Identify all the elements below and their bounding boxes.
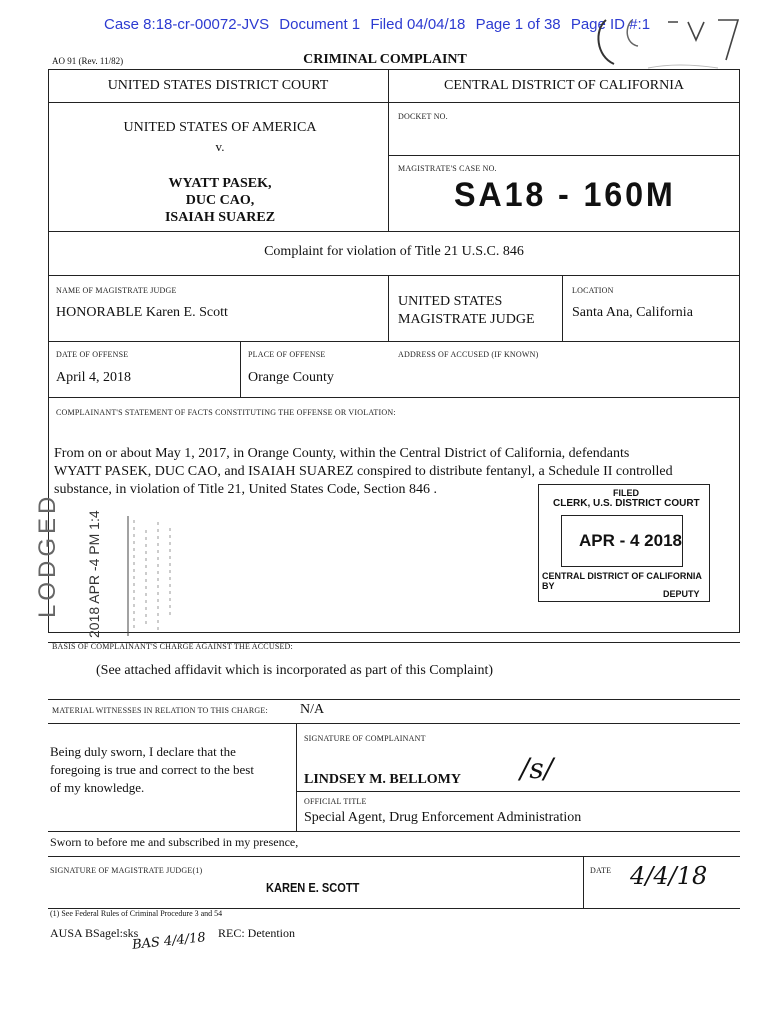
ausa-initials: BAS 4/4/18 [131,930,207,953]
divider [48,102,740,103]
signature-date: 4/4/18 [630,862,708,890]
location-label: LOCATION [572,286,614,295]
defendant-name: DUC CAO, [185,193,255,208]
offense-place: Orange County [248,370,334,385]
judge-title-line: UNITED STATES [398,294,503,309]
violation-text: Complaint for violation of Title 21 U.S.C. 846 [264,244,524,259]
divider [48,397,740,398]
lodged-stamp [34,492,184,650]
offense-date: April 4, 2018 [56,370,132,385]
case-number: Case 8:18-cr-00072-JVS [104,16,270,33]
basis-label: BASIS OF COMPLAINANT'S CHARGE AGAINST THE ACCUSED: [52,642,293,651]
stamp-date: APR - 4 2018 [579,531,682,550]
divider [562,275,563,341]
divider [388,275,389,341]
page-id: Page ID #:1 [570,16,651,33]
oath-line: Being duly sworn, I declare that the [50,744,236,759]
magistrate-case-label: MAGISTRATE'S CASE NO. [398,164,497,173]
lodged-stamp-marks [124,510,184,640]
lodged-time: 2018 APR -4 PM 1:4 [86,510,102,638]
filed-stamp [538,484,710,602]
judge-signature-label: SIGNATURE OF MAGISTRATE JUDGE(1) [50,866,203,875]
statement-label: COMPLAINANT'S STATEMENT OF FACTS CONSTITUTING THE OFFENSE OR VIOLATION: [56,408,396,417]
document-title: CRIMINAL COMPLAINT [303,52,467,67]
location: Santa Ana, California [572,305,693,320]
offense-place-label: PLACE OF OFFENSE [248,350,326,359]
court-district: CENTRAL DISTRICT OF CALIFORNIA [444,78,684,93]
stamp-deputy: DEPUTY [663,589,700,599]
divider [583,856,584,908]
official-title-label: OFFICIAL TITLE [304,797,367,806]
judge-title [398,293,535,329]
oath-line: foregoing is true and correct to the best [50,762,254,777]
date-label: DATE [590,866,612,875]
complainant-sig-label: SIGNATURE OF COMPLAINANT [304,734,426,743]
judge-title-line: MAGISTRATE JUDGE [398,312,535,327]
oath-text [50,743,254,797]
divider [48,275,740,276]
defendant-name: ISAIAH SUAREZ [164,210,276,225]
accused-address-label: ADDRESS OF ACCUSED (IF KNOWN) [398,350,539,359]
footnote: (1) See Federal Rules of Criminal Procedure 3 and 54 [50,909,223,918]
plaintiff: UNITED STATES OF AMERICA [123,120,317,135]
basis-text: (See attached affidavit which is incorporated as part of this Complaint) [96,663,494,678]
divider [48,723,740,724]
judge-name: HONORABLE Karen E. Scott [56,305,228,320]
magistrate-case-number: SA18 - 160M [454,176,676,214]
form-code: AO 91 (Rev. 11/82) [52,56,124,66]
judge-label: NAME OF MAGISTRATE JUDGE [56,286,177,295]
offense-date-label: DATE OF OFFENSE [56,350,129,359]
divider [388,155,740,156]
lodged-word: LODGED [34,492,61,618]
statement-line: substance, in violation of Title 21, United States Code, Section 846 . [54,482,438,497]
witnesses-label: MATERIAL WITNESSES IN RELATION TO THIS CHARGE: [52,706,268,715]
stamp-by: BY [542,581,555,591]
judge-signature-name: KAREN E. SCOTT [266,880,360,895]
statement-line: From on or about May 1, 2017, in Orange County, within the Central District of California, defendants [54,446,630,461]
complainant-name: LINDSEY M. BELLOMY [304,772,462,787]
page-count: Page 1 of 38 [475,16,561,33]
official-title: Special Agent, Drug Enforcement Administration [304,810,582,825]
divider [48,699,740,700]
witnesses-value: N/A [300,702,325,717]
divider [240,341,241,397]
statement-line: WYATT PASEK, DUC CAO, and ISAIAH SUAREZ conspired to distribute fentanyl, a Schedule II controlled [54,464,673,479]
document-number: Document 1 [279,16,361,33]
clerk-line: CLERK, U.S. DISTRICT COURT [553,498,700,509]
divider [48,856,740,857]
defendants [60,175,380,226]
divider [48,341,740,342]
docket-label: DOCKET NO. [398,112,448,121]
rec-line: REC: Detention [218,926,295,940]
filed-word: FILED [613,488,639,498]
defendant-name: WYATT PASEK, [168,176,272,191]
versus: v. [215,139,225,154]
court-name: UNITED STATES DISTRICT COURT [107,78,329,93]
filed-date: Filed 04/04/18 [370,16,466,33]
divider [296,791,740,792]
divider [48,231,740,232]
divider [296,723,297,831]
sworn-text: Sworn to before me and subscribed in my presence, [50,835,299,849]
stamp-district: CENTRAL DISTRICT OF CALIFORNIA [542,571,702,581]
divider [48,831,740,832]
complainant-signature: /s/ [520,752,554,785]
oath-line: of my knowledge. [50,780,145,795]
ausa-line: AUSA BSagel:sks [50,926,139,940]
